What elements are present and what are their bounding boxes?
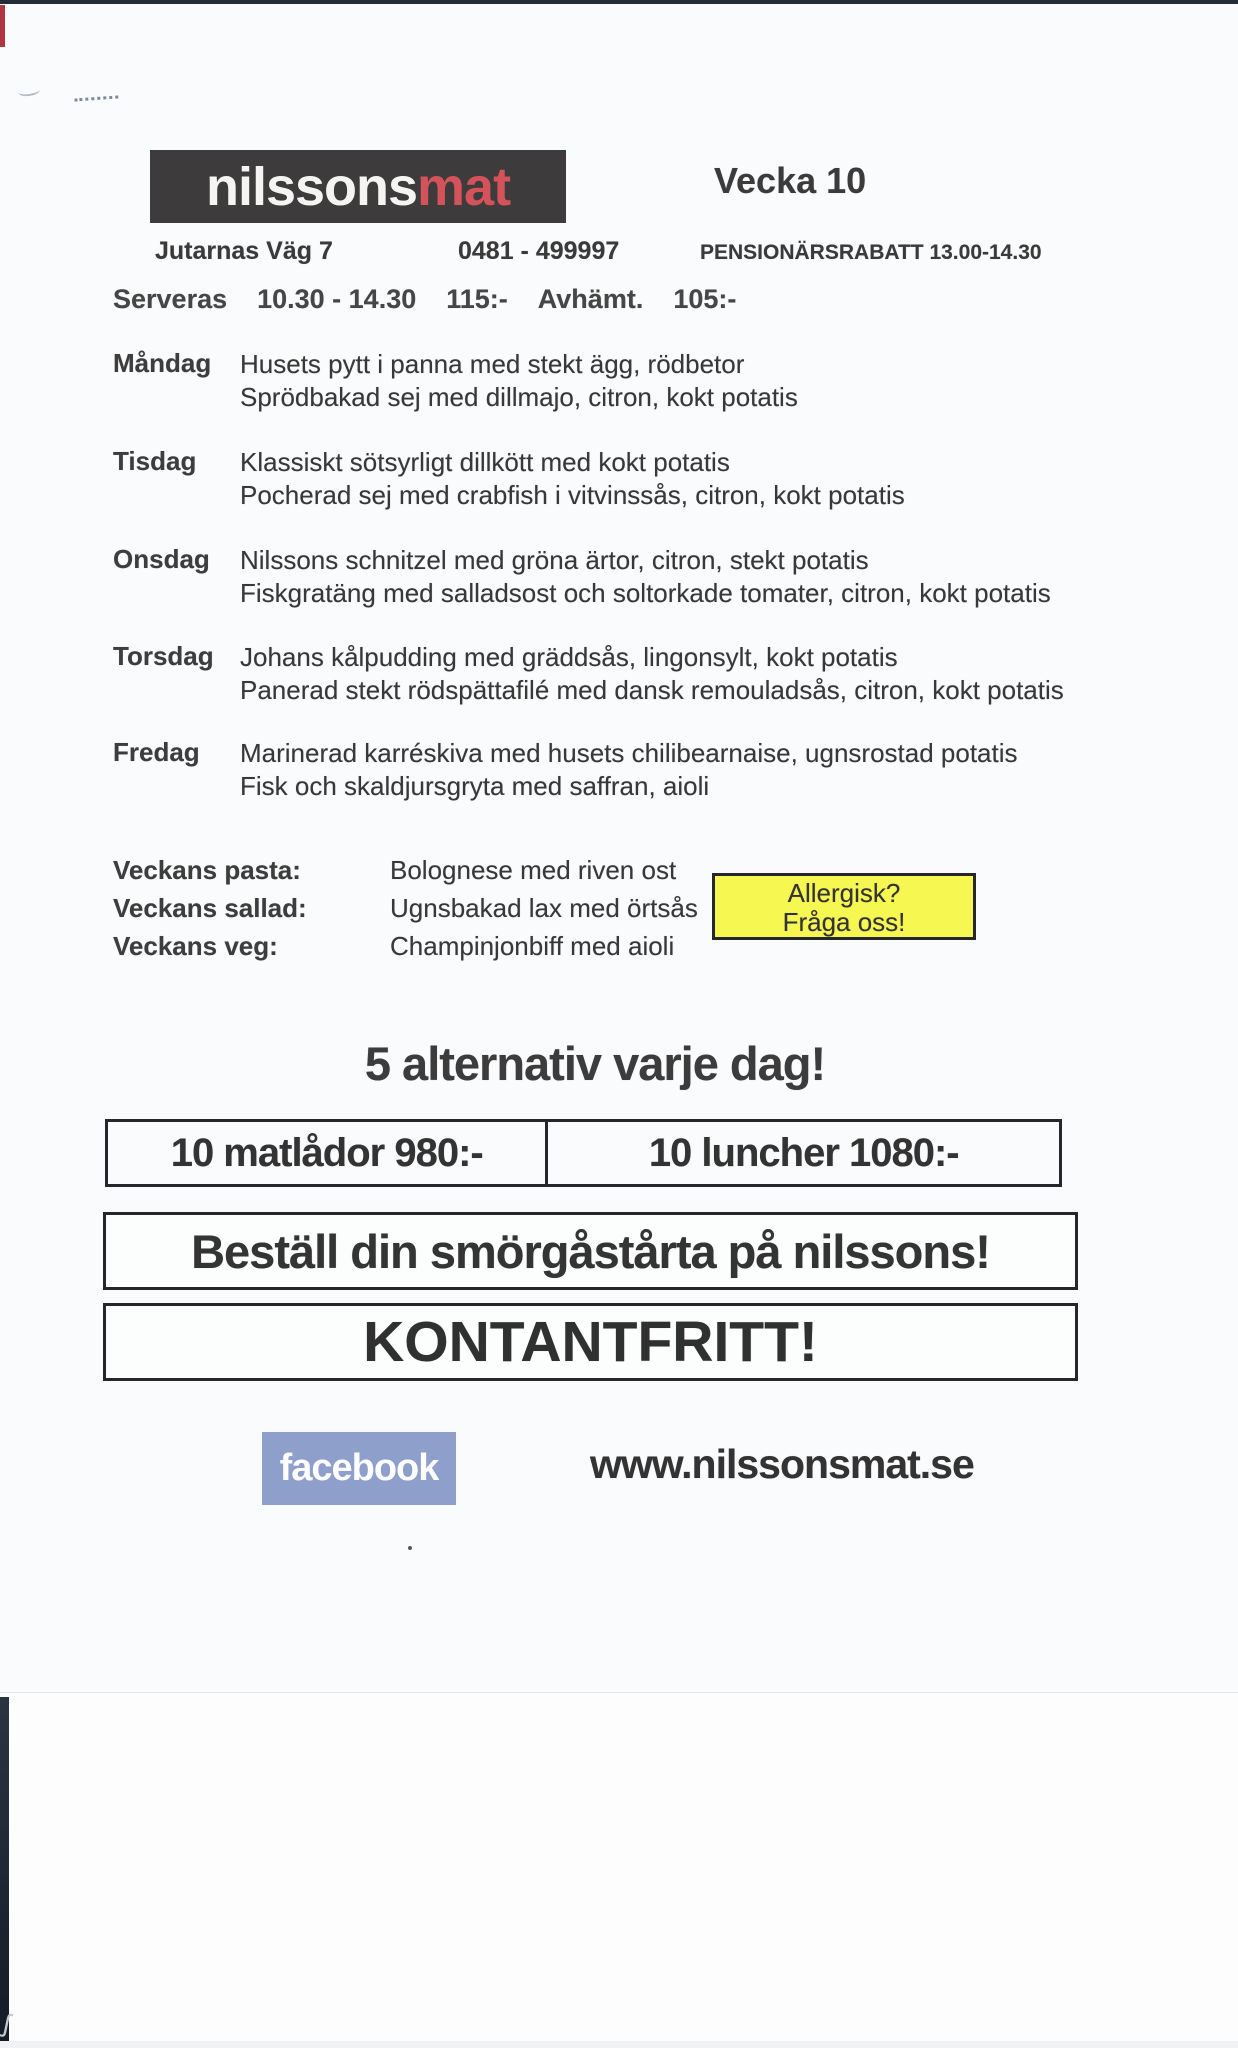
dish: Fiskgratäng med salladsost och soltorkade tomater, citron, kokt potatis: [240, 578, 1051, 608]
street-address: Jutarnas Väg 7: [155, 237, 333, 265]
scan-speck: [408, 1546, 412, 1550]
weekly-label: Veckans pasta:: [113, 855, 301, 885]
nilssonsmat-logo: [150, 150, 566, 223]
takeaway-price: 105:-: [673, 284, 737, 314]
pen-scribble: [17, 85, 40, 98]
pen-scribble: [74, 86, 119, 101]
day-label: Fredag: [113, 737, 200, 767]
scan-bottom-edge: [0, 2041, 1238, 2048]
scan-left-shadow: [0, 1697, 9, 2048]
day-label: Tisdag: [113, 446, 197, 476]
luncher-price: 10 luncher 1080:-: [648, 1130, 959, 1175]
serving-price: 115:-: [446, 284, 508, 314]
dish: Panerad stekt rödspättafilé med dansk remouladsås, citron, kokt potatis: [240, 675, 1064, 705]
weekly-value: Ugnsbakad lax med örtsås: [390, 893, 698, 923]
weekly-value: Bolognese med riven ost: [390, 855, 677, 885]
day-dishes: [240, 348, 798, 414]
scan-smudge: ʃ: [1, 2007, 13, 2039]
allergy-notice-box: [712, 873, 976, 940]
logo-text-nilssons: nilssons: [205, 156, 418, 217]
day-dishes: [240, 544, 1051, 610]
website-url: www.nilssonsmat.se: [590, 1441, 974, 1487]
scan-red-mark: [0, 5, 5, 47]
serving-info-row: [113, 284, 736, 315]
dish: Sprödbakad sej med dillmajo, citron, kokt potatis: [240, 382, 798, 412]
matlador-price: 10 matlådor 980:-: [108, 1122, 548, 1184]
day-label: Måndag: [113, 348, 212, 378]
dish: Klassiskt sötsyrligt dillkött med kokt potatis: [240, 447, 730, 477]
dish: Husets pytt i panna med stekt ägg, rödbetor: [240, 349, 745, 379]
facebook-label: facebook: [279, 1447, 439, 1489]
pensioner-discount: PENSIONÄRSRABATT 13.00-14.30: [700, 241, 1042, 264]
scan-top-edge: [0, 0, 1238, 4]
bulk-price-box: [105, 1119, 1062, 1187]
scanner-background: [0, 1693, 1238, 2048]
dish: Pocherad sej med crabfish i vitvinssås, citron, kokt potatis: [240, 480, 905, 510]
allergy-line2: Fråga oss!: [782, 907, 906, 937]
weekly-label: Veckans veg:: [113, 931, 278, 961]
dish: Johans kålpudding med gräddsås, lingonsylt, kokt potatis: [240, 642, 898, 672]
day-dishes: [240, 737, 1018, 803]
cashfree-banner: KONTANTFRITT!: [103, 1303, 1078, 1381]
alternatives-heading: 5 alternativ varje dag!: [364, 1037, 826, 1090]
dish: Fisk och skaldjursgryta med saffran, aioli: [240, 771, 710, 801]
day-label: Torsdag: [113, 641, 214, 671]
serving-hours: 10.30 - 14.30: [257, 284, 417, 314]
dish: Nilssons schnitzel med gröna ärtor, citron, stekt potatis: [240, 545, 869, 575]
facebook-badge: [262, 1432, 456, 1505]
takeaway-label: Avhämt.: [537, 284, 644, 314]
phone-number: 0481 - 499997: [458, 237, 620, 265]
weekly-label: Veckans sallad:: [113, 893, 307, 923]
logo-text-mat: mat: [417, 156, 511, 217]
day-dishes: [240, 641, 1064, 707]
weekly-value: Champinjonbiff med aioli: [390, 931, 675, 961]
week-number: Vecka 10: [714, 160, 867, 201]
day-dishes: [240, 446, 905, 512]
dish: Marinerad karréskiva med husets chilibearnaise, ugnsrostad potatis: [240, 738, 1018, 768]
serving-label: Serveras: [113, 284, 228, 314]
allergy-line1: Allergisk?: [787, 878, 901, 908]
day-label: Onsdag: [113, 544, 210, 574]
smorgastarta-banner: Beställ din smörgåstårta på nilssons!: [103, 1212, 1078, 1290]
